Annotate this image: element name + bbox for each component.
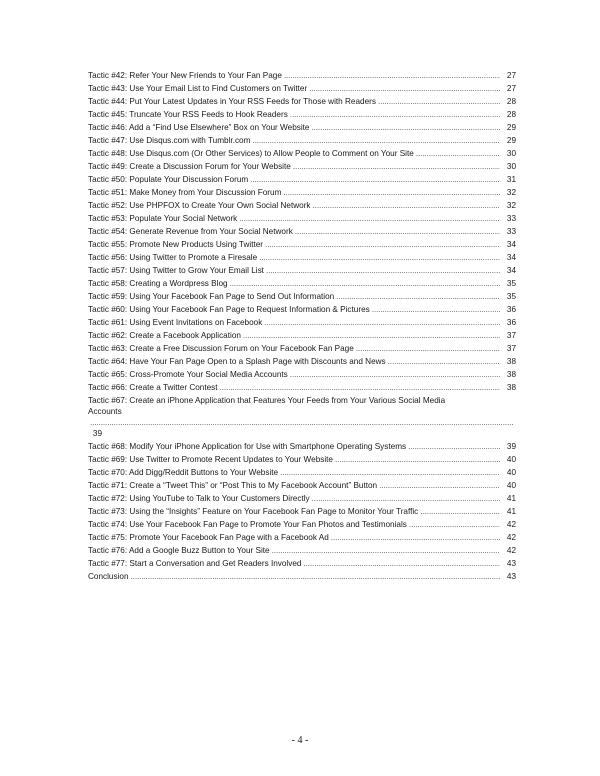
toc-entry[interactable] [88, 200, 516, 211]
toc-entry-title: Tactic #53: Populate Your Social Network [88, 214, 238, 223]
dot-leader [283, 187, 500, 198]
toc-entry-page-number: 27 [506, 84, 516, 93]
dot-leader [313, 200, 500, 211]
dot-leader [290, 109, 500, 120]
toc-entry-title: Tactic #76: Add a Google Buzz Button to Your Site [88, 546, 270, 555]
dot-leader [293, 161, 500, 172]
dot-leader [378, 96, 500, 107]
toc-entry[interactable] [88, 96, 516, 107]
toc-entry-page-number: 29 [506, 123, 516, 132]
toc-entry-title: Tactic #52: Use PHPFOX to Create Your Own Social Network [88, 201, 311, 210]
toc-entry-page-number: 35 [506, 279, 516, 288]
dot-leader [295, 226, 500, 237]
dot-leader [131, 571, 500, 582]
toc-entry-page-number: 42 [506, 546, 516, 555]
dot-leader [220, 382, 500, 393]
toc-entry-title: Tactic #69: Use Twitter to Promote Recent Updates to Your Website [88, 455, 333, 464]
toc-entry[interactable] [88, 83, 516, 94]
toc-entry-page-number: 32 [506, 188, 516, 197]
toc-entry[interactable] [88, 480, 516, 491]
toc-entry[interactable] [88, 467, 516, 478]
toc-entry-title: Tactic #63: Create a Free Discussion Forum on Your Facebook Fan Page [88, 344, 354, 353]
toc-entry-title: Tactic #54: Generate Revenue from Your Social Network [88, 227, 293, 236]
toc-entry-title: Tactic #72: Using YouTube to Talk to Your Customers Directly [88, 494, 310, 503]
toc-entry-page-number: 35 [506, 292, 516, 301]
toc-entry-page-number: 33 [506, 214, 516, 223]
toc-entry-page-number: 40 [506, 481, 516, 490]
toc-entry[interactable] [88, 382, 516, 393]
toc-entry-page-number: 30 [506, 149, 516, 158]
dot-leader [331, 532, 500, 543]
toc-entry[interactable] [88, 441, 516, 452]
toc-entry-title: Tactic #42: Refer Your New Friends to Your Fan Page [88, 71, 282, 80]
dot-leader [379, 480, 500, 491]
toc-entry-title: Tactic #75: Promote Your Facebook Fan Page with a Facebook Ad [88, 533, 329, 542]
toc-entry-page-number: 39 [92, 429, 102, 438]
dot-leader [239, 213, 500, 224]
toc-entry-page-number: 36 [506, 318, 516, 327]
toc-entry-title-continued: Accounts [88, 407, 122, 416]
toc-entry-title: Tactic #56: Using Twitter to Promote a Firesale [88, 253, 258, 262]
dot-leader [372, 304, 500, 315]
toc-entry-page-number: 34 [506, 266, 516, 275]
table-of-contents [88, 70, 516, 584]
toc-entry-page-number: 38 [506, 383, 516, 392]
toc-entry-page-number: 41 [506, 507, 516, 516]
dot-leader [420, 506, 500, 517]
toc-entry-page-number: 43 [506, 559, 516, 568]
toc-entry-title: Tactic #77: Start a Conversation and Get Readers Involved [88, 559, 302, 568]
page-number: - 4 - [291, 735, 309, 746]
toc-entry-title: Tactic #51: Make Money from Your Discussion Forum [88, 188, 282, 197]
toc-entry-title: Tactic #48: Use Disqus.com (Or Other Services) to Allow People to Comment on Your Site [88, 149, 414, 158]
toc-entry-page-number: 40 [506, 468, 516, 477]
toc-entry[interactable] [88, 291, 516, 302]
toc-entry[interactable] [88, 161, 516, 172]
toc-entry[interactable] [88, 213, 516, 224]
toc-entry-title: Tactic #60: Using Your Facebook Fan Page to Request Information & Pictures [88, 305, 370, 314]
toc-entry-page-number: 42 [506, 533, 516, 542]
toc-entry-page-number: 32 [506, 201, 516, 210]
toc-entry-title: Tactic #70: Add Digg/Reddit Buttons to Your Website [88, 468, 279, 477]
dot-leader [335, 454, 500, 465]
toc-entry-page-number: 37 [506, 344, 516, 353]
toc-entry[interactable] [88, 252, 516, 263]
dot-leader [243, 330, 500, 341]
toc-entry-title: Tactic #66: Create a Twitter Contest [88, 383, 218, 392]
toc-entry[interactable] [88, 239, 516, 250]
dot-leader [311, 122, 500, 133]
dot-leader [284, 70, 500, 81]
toc-entry-title: Tactic #64: Have Your Fan Page Open to a Splash Page with Discounts and News [88, 357, 386, 366]
toc-entry-title: Tactic #59: Using Your Facebook Fan Page to Send Out Information [88, 292, 335, 301]
dot-leader [312, 493, 500, 504]
toc-entry-page-number: 33 [506, 227, 516, 236]
dot-leader [272, 545, 500, 556]
toc-entry-page-number: 36 [506, 305, 516, 314]
toc-entry-title: Tactic #73: Using the “Insights” Feature on Your Facebook Fan Page to Monitor Your Traffic [88, 507, 419, 516]
toc-entry-title: Tactic #45: Truncate Your RSS Feeds to Hook Readers [88, 110, 288, 119]
toc-entry-page-number: 38 [506, 370, 516, 379]
toc-entry[interactable] [88, 395, 516, 439]
toc-entry-page-number: 40 [506, 455, 516, 464]
toc-entry[interactable] [88, 135, 516, 146]
toc-entry-page-number: 27 [506, 71, 516, 80]
dot-leader [266, 265, 500, 276]
toc-entry-page-number: 34 [506, 253, 516, 262]
toc-entry-page-number: 29 [506, 136, 516, 145]
toc-entry[interactable] [88, 506, 516, 517]
toc-entry-title: Tactic #55: Promote New Products Using Twitter [88, 240, 264, 249]
dot-leader [264, 317, 500, 328]
toc-entry-title: Tactic #57: Using Twitter to Grow Your Email List [88, 266, 264, 275]
dot-leader [409, 519, 500, 530]
dot-leader [280, 467, 500, 478]
dot-leader [252, 135, 500, 146]
toc-entry[interactable] [88, 493, 516, 504]
toc-entry-title: Tactic #43: Use Your Email List to Find Customers on Twitter [88, 84, 308, 93]
toc-entry-title: Tactic #74: Use Your Facebook Fan Page to Promote Your Fan Photos and Testimonials [88, 520, 407, 529]
dot-leader [290, 369, 500, 380]
dot-leader [356, 343, 500, 354]
toc-entry[interactable] [88, 278, 516, 289]
toc-entry-page-number: 42 [506, 520, 516, 529]
toc-entry[interactable] [88, 226, 516, 237]
toc-entry-title: Tactic #46: Add a “Find Use Elsewhere” Box on Your Website [88, 123, 310, 132]
toc-entry[interactable] [88, 343, 516, 354]
toc-entry[interactable] [88, 122, 516, 133]
toc-entry[interactable] [88, 187, 516, 198]
toc-entry-page-number: 39 [506, 442, 516, 451]
dot-leader [265, 239, 500, 250]
toc-entry[interactable] [88, 519, 516, 530]
toc-entry[interactable] [88, 558, 516, 569]
toc-entry-title: Tactic #68: Modify Your iPhone Application for Use with Smartphone Operating Systems [88, 442, 407, 451]
toc-entry-page-number: 43 [506, 572, 516, 581]
dot-leader [416, 148, 500, 159]
toc-entry[interactable] [88, 532, 516, 543]
toc-entry-page-number: 34 [506, 240, 516, 249]
toc-entry-title: Tactic #49: Create a Discussion Forum for Your Website [88, 162, 291, 171]
toc-entry-page-number: 37 [506, 331, 516, 340]
dot-leader [408, 441, 500, 452]
toc-entry-title: Tactic #44: Put Your Latest Updates in Your RSS Feeds for Those with Readers [88, 97, 376, 106]
toc-entry-page-number: 31 [506, 175, 516, 184]
dot-leader [259, 252, 500, 263]
toc-entry[interactable] [88, 148, 516, 159]
dot-leader [250, 174, 500, 185]
toc-entry[interactable] [88, 265, 516, 276]
toc-entry-page-number: 38 [506, 357, 516, 366]
toc-entry-title: Tactic #71: Create a “Tweet This” or “Post This to My Facebook Account” Button [88, 481, 378, 490]
toc-entry[interactable] [88, 330, 516, 341]
toc-entry-title: Tactic #61: Using Event Invitations on Facebook [88, 318, 263, 327]
toc-entry[interactable] [88, 356, 516, 367]
toc-entry-title: Tactic #50: Populate Your Discussion Forum [88, 175, 249, 184]
toc-entry[interactable] [88, 174, 516, 185]
toc-entry[interactable] [88, 369, 516, 380]
toc-entry-title: Tactic #58: Creating a Wordpress Blog [88, 279, 228, 288]
toc-entry[interactable] [88, 571, 516, 582]
toc-entry-title: Tactic #47: Use Disqus.com with Tumblr.com [88, 136, 251, 145]
toc-entry-title: Tactic #65: Cross-Promote Your Social Media Accounts [88, 370, 288, 379]
toc-entry-title: Tactic #62: Create a Facebook Application [88, 331, 241, 340]
toc-entry-page-number: 28 [506, 110, 516, 119]
dot-leader [230, 278, 500, 289]
dot-leader [309, 83, 500, 94]
dot-leader [90, 417, 514, 428]
toc-entry[interactable] [88, 109, 516, 120]
toc-entry-page-number: 30 [506, 162, 516, 171]
dot-leader [303, 558, 500, 569]
dot-leader [336, 291, 500, 302]
toc-entry[interactable] [88, 317, 516, 328]
dot-leader [388, 356, 500, 367]
toc-entry-page-number: 28 [506, 97, 516, 106]
toc-entry[interactable] [88, 70, 516, 81]
toc-entry[interactable] [88, 454, 516, 465]
toc-entry-title: Tactic #67: Create an iPhone Application that Features Your Feeds from Your Various Social Media [88, 396, 446, 405]
toc-entry[interactable] [88, 304, 516, 315]
toc-entry-page-number: 41 [506, 494, 516, 503]
toc-entry[interactable] [88, 545, 516, 556]
toc-entry-title: Conclusion [88, 572, 129, 581]
